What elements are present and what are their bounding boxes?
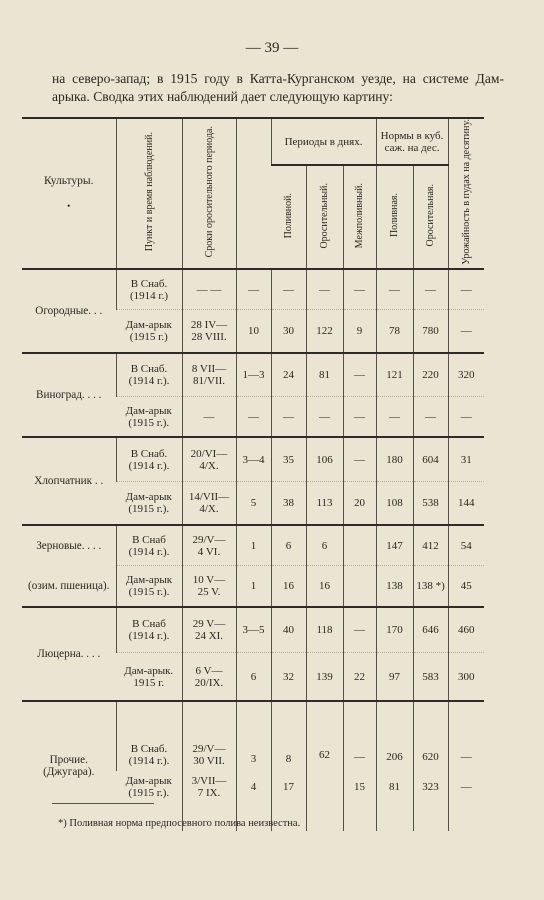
header-irrigation-dates: Сроки оросительного периода. (182, 118, 236, 269)
cell-poliv: — (271, 397, 306, 437)
cell-poliv: 32 (271, 653, 306, 701)
crop-name: Виноград. . . . (22, 353, 116, 437)
cell-mezhpolivny: — (343, 607, 376, 653)
cell-norm-poliv: 81 (376, 771, 413, 831)
cell-norm-orosit: 412 (413, 525, 448, 566)
header-mark: • (67, 201, 71, 212)
cell-poliv: 6 (271, 525, 306, 566)
obs-dates: 14/VII— 4/X. (182, 482, 236, 525)
crop-name-sub: (озим. пшеница). (28, 579, 110, 592)
cell-poliv: 30 (271, 310, 306, 353)
cell-norm-poliv: 108 (376, 482, 413, 525)
cell-unnamed: 10 (236, 310, 271, 353)
table-row (22, 525, 484, 566)
header-place: Пункт и время наблюдений. (116, 118, 182, 269)
cell-orositelny: 81 (306, 353, 343, 397)
cell-orositelny: 16 (306, 566, 343, 607)
cell-yield: 31 (448, 437, 484, 482)
table-row (22, 353, 484, 397)
cell-norm-poliv: 121 (376, 353, 413, 397)
table-row (22, 566, 484, 607)
header-culture-label: Культуры. (43, 175, 94, 188)
cell-orositelny: 118 (306, 607, 343, 653)
obs-dates: 29 V— 24 XI. (182, 607, 236, 653)
obs-place: В Снаб. (1914 г.). (116, 437, 182, 482)
obs-place: В Снаб (1914 г.). (116, 607, 182, 653)
header-norm-poliv: Поливная. (376, 165, 413, 269)
obs-place: В Снаб. (1914 г.). (116, 701, 182, 771)
cell-orositelny: 122 (306, 310, 343, 353)
cell-norm-poliv: 170 (376, 607, 413, 653)
intro-paragraph (52, 70, 504, 106)
intro-line-1: на северо-запад; в 1915 году в Катта-Курганском уезде, на системе Дам- (52, 71, 504, 86)
cell-mezhpolivny: 9 (343, 310, 376, 353)
cell-unnamed: 5 (236, 482, 271, 525)
cell-poliv: 35 (271, 437, 306, 482)
cell-norm-orosit: 538 (413, 482, 448, 525)
cell-unnamed: — (236, 269, 271, 310)
obs-place: Дам-арык (1915 г.) (116, 310, 182, 353)
cell-yield: 320 (448, 353, 484, 397)
crop-name: Огородные. . . (22, 269, 116, 353)
cell-yield: 300 (448, 653, 484, 701)
cell-norm-orosit: — (413, 269, 448, 310)
header-yield: Урожайность в пудах на десятину. (448, 118, 484, 269)
cell-norm-orosit: — (413, 397, 448, 437)
cell-unnamed: 3—5 (236, 607, 271, 653)
obs-place: В Снаб. (1914 г.). (116, 353, 182, 397)
cell-norm-poliv: 78 (376, 310, 413, 353)
cell-norm-orosit: 604 (413, 437, 448, 482)
cell-orositelny: 62 (306, 701, 343, 771)
cell-mezhpolivny (343, 566, 376, 607)
obs-place: Дам-арык (1915 г.). (125, 774, 172, 799)
cell-mezhpolivny: 15 (343, 771, 376, 831)
header-norms-group: Нормы в куб. саж. на дес. (376, 118, 448, 165)
header-poliv: Поливной. (271, 165, 306, 269)
cell-norm-orosit: 646 (413, 607, 448, 653)
obs-place: В Снаб. (1914 г.) (116, 269, 182, 310)
cell-norm-poliv: 180 (376, 437, 413, 482)
obs-dates: — (182, 397, 236, 437)
obs-place: Дам-арык. 1915 г. (116, 653, 182, 701)
crop-name: Прочие. (Джугара). (22, 701, 116, 831)
table-row (22, 607, 484, 653)
cell-yield: — (448, 771, 484, 831)
header-unnamed (236, 118, 271, 269)
cell-poliv: 8 (271, 701, 306, 771)
cell-norm-poliv: 206 (376, 701, 413, 771)
cell-mezhpolivny: — (343, 397, 376, 437)
cell-norm-poliv: 147 (376, 525, 413, 566)
cell-orositelny: 113 (306, 482, 343, 525)
obs-dates: 8 VII— 81/VII. (182, 353, 236, 397)
cell-unnamed: 1 (236, 566, 271, 607)
cell-unnamed: 1—3 (236, 353, 271, 397)
cell-orositelny: — (306, 397, 343, 437)
cell-poliv: 17 (271, 771, 306, 831)
cell-mezhpolivny: — (343, 269, 376, 310)
header-periods-group: Периоды в днях. (271, 118, 376, 165)
cell-norm-poliv: — (376, 269, 413, 310)
table-row (22, 437, 484, 482)
page-number: — 39 — (245, 40, 299, 56)
header-norm-orosit: Оросительная. (413, 165, 448, 269)
cell-norm-orosit: 620 (413, 701, 448, 771)
obs-dates: — — (182, 269, 236, 310)
footnote: *) Поливная норма предпосевного полива неизвестна. (58, 818, 301, 829)
cell-norm-orosit: 138 *) (413, 566, 448, 607)
obs-dates: 28 IV— 28 VIII. (182, 310, 236, 353)
obs-dates: 3/VII— 7 IX. (182, 771, 236, 831)
table-row (22, 701, 484, 771)
obs-place: Дам-арык (1915 г.). (116, 566, 182, 607)
crop-name: Люцерна. . . . (22, 607, 116, 701)
cell-yield: — (448, 310, 484, 353)
obs-dates: 29/V— 30 VII. (182, 701, 236, 771)
header-culture (22, 118, 116, 269)
cell-poliv: 24 (271, 353, 306, 397)
cell-unnamed: 3 (236, 701, 271, 771)
cell-norm-poliv: 138 (376, 566, 413, 607)
obs-dates: 10 V— 25 V. (182, 566, 236, 607)
cell-yield: — (448, 701, 484, 771)
obs-place: Дам-арык (1915 г.). (116, 397, 182, 437)
obs-dates: 29/V— 4 VI. (182, 525, 236, 566)
cell-yield: — (448, 397, 484, 437)
cell-yield: 54 (448, 525, 484, 566)
cell-mezhpolivny: — (343, 701, 376, 771)
cell-orositelny: 6 (306, 525, 343, 566)
obs-place: Дам-арык (1915 г.). (116, 482, 182, 525)
crop-name: Зерновые. . . . (22, 525, 116, 566)
cell-poliv: 38 (271, 482, 306, 525)
cell-poliv: — (271, 269, 306, 310)
cell-unnamed: 6 (236, 653, 271, 701)
cell-orositelny: — (306, 269, 343, 310)
irrigation-table (22, 117, 484, 831)
intro-line-2: арыка. Сводка этих наблюдений дает следующую картину: (52, 89, 393, 104)
cell-mezhpolivny: — (343, 353, 376, 397)
cell-norm-poliv: — (376, 397, 413, 437)
cell-unnamed: 3—4 (236, 437, 271, 482)
cell-yield: — (448, 269, 484, 310)
cell-yield: 460 (448, 607, 484, 653)
cell-mezhpolivny: 20 (343, 482, 376, 525)
footnote-divider (52, 803, 154, 804)
cell-orositelny: 106 (306, 437, 343, 482)
header-orositelny: Оросительный. (306, 165, 343, 269)
cell-norm-orosit: 220 (413, 353, 448, 397)
cell-unnamed: 1 (236, 525, 271, 566)
cell-unnamed: 4 (236, 771, 271, 831)
crop-name: Хлопчатник . . (22, 437, 116, 525)
cell-unnamed: — (236, 397, 271, 437)
cell-mezhpolivny (343, 525, 376, 566)
cell-orositelny (306, 771, 343, 831)
table-row (22, 269, 484, 310)
obs-place: В Снаб (1914 г.). (116, 525, 182, 566)
cell-yield: 45 (448, 566, 484, 607)
cell-mezhpolivny: 22 (343, 653, 376, 701)
obs-dates: 6 V— 20/IX. (182, 653, 236, 701)
obs-dates: 20/VI— 4/X. (182, 437, 236, 482)
header-mezhpolivny: Межполивный. (343, 165, 376, 269)
cell-norm-orosit: 323 (413, 771, 448, 831)
cell-poliv: 16 (271, 566, 306, 607)
cell-poliv: 40 (271, 607, 306, 653)
cell-norm-orosit: 780 (413, 310, 448, 353)
cell-norm-orosit: 583 (413, 653, 448, 701)
cell-norm-poliv: 97 (376, 653, 413, 701)
cell-yield: 144 (448, 482, 484, 525)
cell-orositelny: 139 (306, 653, 343, 701)
cell-mezhpolivny: — (343, 437, 376, 482)
